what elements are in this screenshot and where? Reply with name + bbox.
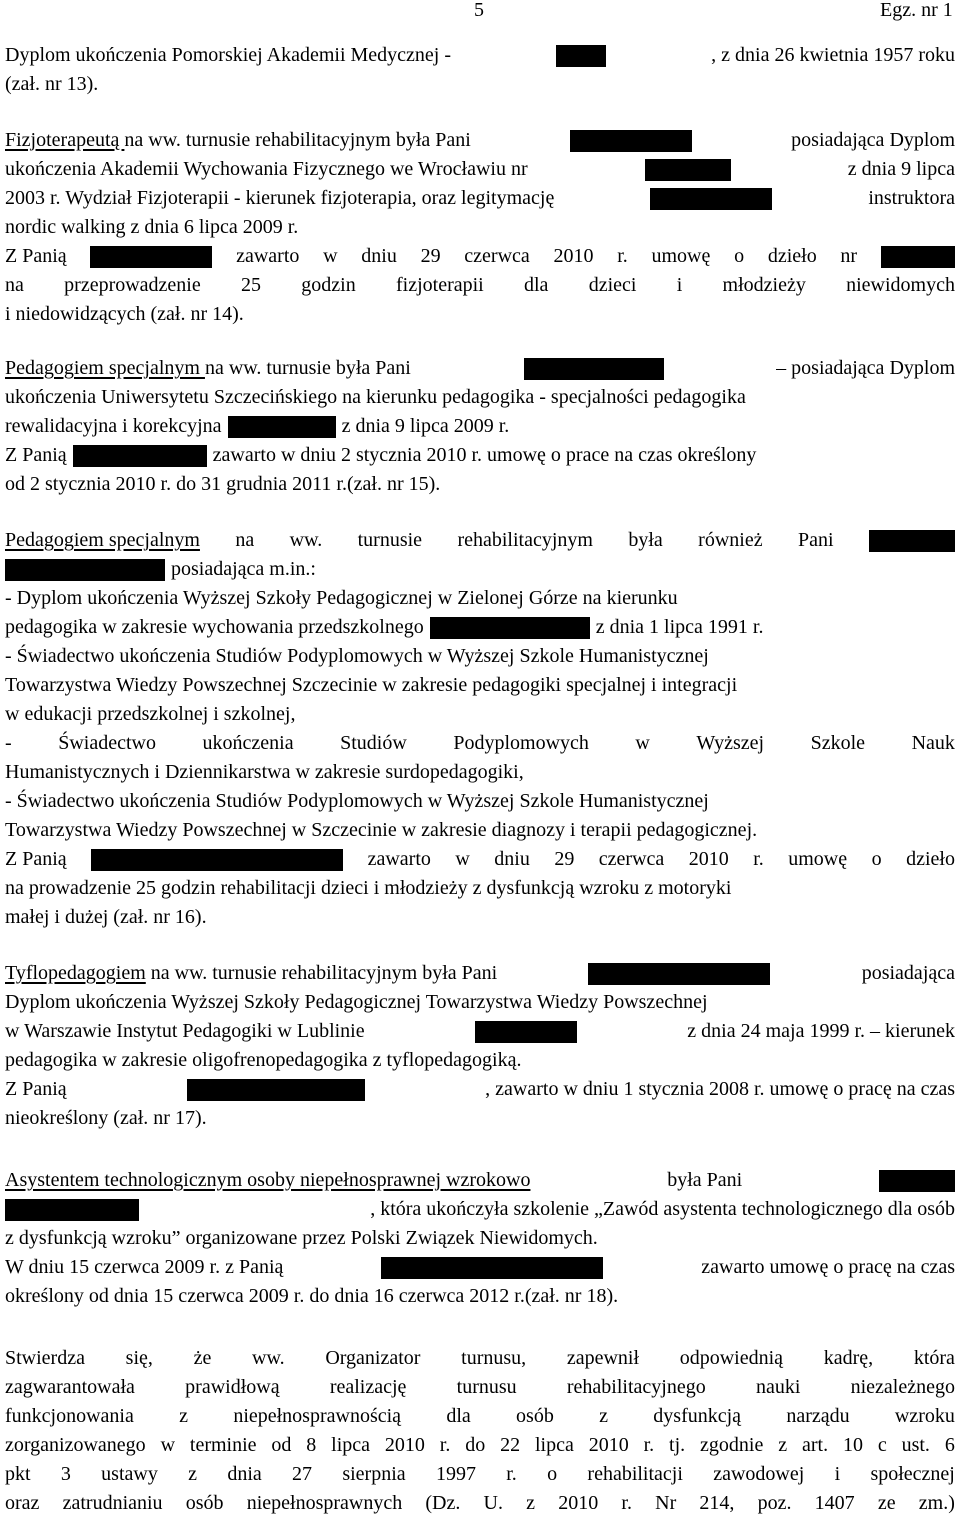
- redaction-block: [556, 45, 606, 67]
- redaction-block: [650, 188, 772, 210]
- redaction-block: [381, 1257, 603, 1279]
- text-line: [5, 1460, 955, 1489]
- word: dla: [446, 1405, 471, 1427]
- redaction-block: [228, 416, 336, 438]
- text-segment: z dnia 1 lipca 1991 r.: [595, 616, 764, 638]
- text-segment: 2010: [688, 848, 729, 870]
- text-segment: z dnia 24 maja 1999 r. – kierunek: [687, 1020, 955, 1042]
- text-segment: i niedowidzących (zał. nr 14).: [5, 303, 244, 325]
- text-segment: ukończenia Uniwersytetu Szczecińskiego na kierunku pedagogika - specjalności pedagogika: [5, 386, 746, 408]
- word: zawodowej: [713, 1463, 805, 1485]
- text-segment: posiadająca: [861, 962, 955, 984]
- word: ustawy: [101, 1463, 158, 1485]
- text-segment: -: [5, 732, 12, 754]
- text-line: [5, 41, 955, 70]
- text-segment: niewidomych: [846, 274, 955, 296]
- text-line: [5, 126, 955, 155]
- word: że: [193, 1347, 212, 1369]
- text-segment: 25: [241, 274, 262, 296]
- section-heading: Pedagogiem specjalnym: [5, 529, 200, 551]
- redaction-block: [588, 963, 770, 985]
- word: narządu: [786, 1405, 850, 1427]
- text-segment: nr: [840, 245, 858, 267]
- text-segment: fizjoterapii: [395, 274, 484, 296]
- section-heading: Asystentem technologicznym osoby niepełnosprawnej wzrokowo: [5, 1169, 531, 1191]
- text-segment: umowę: [788, 848, 848, 870]
- redaction-block: [5, 559, 165, 581]
- text-segment: na prowadzenie 25 godzin rehabilitacji dzieci i młodzieży z dysfunkcją wzroku z motoryki: [5, 877, 732, 899]
- text-line: [5, 1195, 955, 1224]
- text-segment: 2003 r. Wydział Fizjoterapii - kierunek fizjoterapia, oraz legitymację: [5, 187, 555, 209]
- word: funkcjonowania: [5, 1405, 134, 1427]
- word: tj.: [669, 1434, 686, 1456]
- text-segment: dzieło: [767, 245, 817, 267]
- text-line: [5, 1489, 955, 1518]
- text-segment: umowę: [651, 245, 711, 267]
- text-segment: 29: [420, 245, 441, 267]
- text-segment: Dyplom ukończenia Pomorskiej Akademii Medycznej -: [5, 44, 452, 66]
- text-line: [5, 70, 955, 99]
- word: z: [526, 1492, 536, 1514]
- text-segment: ukończenia Akademii Wychowania Fizycznego we Wrocławiu nr: [5, 158, 528, 180]
- word: pkt: [5, 1463, 31, 1485]
- word: 22: [500, 1434, 521, 1456]
- text-segment: 29: [554, 848, 575, 870]
- text-segment: nieokreślony (zał. nr 17).: [5, 1107, 207, 1129]
- text-segment: r.: [753, 848, 764, 870]
- text-line: [5, 184, 955, 213]
- word: prawidłową: [185, 1376, 280, 1398]
- text-segment: czerwca: [598, 848, 665, 870]
- text-segment: również: [698, 529, 763, 551]
- text-line: [5, 354, 955, 383]
- copy-label: Egz. nr 1: [880, 0, 953, 21]
- text-line: [5, 1017, 955, 1046]
- text-segment: na ww. turnusie rehabilitacyjnym była Pani: [145, 962, 498, 984]
- word: i: [834, 1463, 841, 1485]
- text-segment: – posiadająca Dyplom: [776, 357, 955, 379]
- text-line: [5, 1373, 955, 1402]
- word: (Dz.: [425, 1492, 461, 1514]
- redaction-block: [475, 1021, 577, 1043]
- text-segment: dzieci: [588, 274, 637, 296]
- text-line: [5, 700, 955, 729]
- text-segment: na: [235, 529, 255, 551]
- word: terminie: [189, 1434, 257, 1456]
- word: w: [160, 1434, 176, 1456]
- word: od: [271, 1434, 292, 1456]
- text-segment: w: [455, 848, 470, 870]
- text-segment: w: [323, 245, 338, 267]
- text-line: [5, 213, 955, 242]
- text-line: [5, 787, 955, 816]
- text-line: [5, 242, 955, 271]
- word: osób: [185, 1492, 224, 1514]
- word: 2010: [588, 1434, 629, 1456]
- word: 1407: [814, 1492, 855, 1514]
- text-segment: Podyplomowych: [453, 732, 589, 754]
- text-segment: określony od dnia 15 czerwca 2009 r. do dnia 16 czerwca 2012 r.(zał. nr 18).: [5, 1285, 619, 1307]
- word: która: [913, 1347, 955, 1369]
- word: lipca: [534, 1434, 574, 1456]
- text-segment: pedagogika w zakresie wychowania przedszkolnego: [5, 616, 424, 638]
- text-segment: rehabilitacyjnym: [457, 529, 593, 551]
- text-segment: 2010: [553, 245, 594, 267]
- text-segment: była Pani: [667, 1169, 743, 1191]
- word: rehabilitacyjnego: [566, 1376, 706, 1398]
- text-segment: pedagogika w zakresie oligofrenopedagogika z tyflopedagogiką.: [5, 1049, 522, 1071]
- text-segment: Z Panią: [5, 245, 67, 267]
- text-line: [5, 1046, 955, 1075]
- word: zapewnił: [566, 1347, 640, 1369]
- text-line: [5, 1075, 955, 1104]
- word: realizację: [329, 1376, 407, 1398]
- word: dysfunkcją: [653, 1405, 742, 1427]
- text-segment: przeprowadzenie: [64, 274, 201, 296]
- text-segment: , zawarto w dniu 1 stycznia 2008 r. umowę o pracę na czas: [485, 1078, 955, 1100]
- text-line: [5, 903, 955, 932]
- text-segment: nordic walking z dnia 6 lipca 2009 r.: [5, 216, 299, 238]
- word: 27: [292, 1463, 313, 1485]
- text-line: [5, 613, 955, 642]
- text-segment: o: [871, 848, 882, 870]
- word: ww.: [252, 1347, 285, 1369]
- word: 10: [842, 1434, 863, 1456]
- text-line: [5, 1282, 955, 1311]
- text-line: [5, 383, 955, 412]
- word: nauki: [755, 1376, 801, 1398]
- text-segment: z dnia 9 lipca: [847, 158, 955, 180]
- text-line: [5, 758, 955, 787]
- text-segment: na ww. turnusie była Pani: [204, 357, 411, 379]
- text-segment: zawarto umowę o pracę na czas: [701, 1256, 955, 1278]
- section-heading: Pedagogiem specjalnym: [5, 357, 205, 379]
- word: Stwierdza: [5, 1347, 85, 1369]
- word: turnusu,: [461, 1347, 527, 1369]
- text-line: [5, 1431, 955, 1460]
- document-body: [5, 41, 955, 1518]
- redaction-block: [73, 445, 207, 467]
- text-segment: Dyplom ukończenia Wyższej Szkoły Pedagogicznej Towarzystwa Wiedzy Powszechnej: [5, 991, 708, 1013]
- text-line: [5, 959, 955, 988]
- redaction-block: [869, 530, 955, 552]
- word: r.: [439, 1434, 451, 1456]
- text-line: [5, 555, 955, 584]
- text-segment: była: [628, 529, 663, 551]
- text-segment: Towarzystwa Wiedzy Powszechnej w Szczecinie w zakresie diagnozy i terapii pedagogicznej.: [5, 819, 758, 841]
- text-line: [5, 642, 955, 671]
- text-segment: dla: [523, 274, 549, 296]
- word: poz.: [757, 1492, 792, 1514]
- text-line: [5, 470, 955, 499]
- redaction-block: [879, 1170, 955, 1192]
- text-line: [5, 300, 955, 329]
- word: Nr: [655, 1492, 677, 1514]
- redaction-block: [645, 159, 731, 181]
- conclusion-paragraph: [5, 1344, 955, 1518]
- text-segment: turnusie: [357, 529, 423, 551]
- word: rehabilitacji: [587, 1463, 683, 1485]
- section-heading: Tyflopedagogiem: [5, 962, 146, 984]
- word: lipca: [331, 1434, 371, 1456]
- word: Organizator: [325, 1347, 421, 1369]
- text-segment: i: [676, 274, 683, 296]
- text-segment: dzieło: [906, 848, 955, 870]
- text-segment: ukończenia: [202, 732, 294, 754]
- text-line: [5, 874, 955, 903]
- text-line: [5, 816, 955, 845]
- text-segment: - Dyplom ukończenia Wyższej Szkoły Pedagogicznej w Zielonej Górze na kierunku: [5, 587, 678, 609]
- word: zatrudnianiu: [62, 1492, 163, 1514]
- text-line: [5, 155, 955, 184]
- redaction-block: [881, 246, 955, 268]
- word: art.: [801, 1434, 829, 1456]
- text-segment: zawarto: [367, 848, 431, 870]
- word: r.: [506, 1463, 517, 1485]
- section-heading: Fizjoterapeutą: [5, 129, 125, 151]
- redaction-block: [524, 358, 664, 380]
- word: ze: [877, 1492, 896, 1514]
- text-segment: - Świadectwo ukończenia Studiów Podyplomowych w Wyższej Szkole Humanistycznej: [5, 790, 709, 812]
- text-line: [5, 271, 955, 300]
- word: o: [547, 1463, 558, 1485]
- word: 2010: [558, 1492, 599, 1514]
- text-segment: zawarto: [236, 245, 300, 267]
- text-segment: Studiów: [340, 732, 407, 754]
- word: zm.): [918, 1492, 955, 1514]
- text-segment: na ww. turnusie rehabilitacyjnym była Pani: [124, 129, 471, 151]
- word: się,: [125, 1347, 153, 1369]
- text-segment: młodzieży: [722, 274, 806, 296]
- word: r.: [621, 1492, 632, 1514]
- text-segment: Nauk: [911, 732, 955, 754]
- word: zorganizowanego: [5, 1434, 146, 1456]
- text-segment: Szkole: [810, 732, 866, 754]
- word: niezależnego: [850, 1376, 955, 1398]
- text-segment: , z dnia 26 kwietnia 1957 roku: [711, 44, 955, 66]
- text-segment: dniu: [494, 848, 530, 870]
- text-line: [5, 729, 955, 758]
- word: 3: [60, 1463, 71, 1485]
- text-line: [5, 1253, 955, 1282]
- text-segment: Towarzystwa Wiedzy Powszechnej Szczecinie w zakresie pedagogiki specjalnej i integracji: [5, 674, 738, 696]
- text-segment: na: [5, 274, 24, 296]
- text-segment: posiadająca m.in.:: [171, 558, 316, 580]
- text-segment: rewalidacyjna i korekcyjna: [5, 415, 222, 437]
- text-segment: w: [635, 732, 650, 754]
- word: niepełnosprawnych: [246, 1492, 403, 1514]
- redaction-block: [430, 617, 590, 639]
- text-segment: W dniu 15 czerwca 2009 r. z Panią: [5, 1256, 284, 1278]
- text-segment: z dnia 9 lipca 2009 r.: [341, 415, 510, 437]
- text-line: [5, 1402, 955, 1431]
- text-segment: zawarto w dniu 2 stycznia 2010 r. umowę o prace na czas określony: [212, 444, 757, 466]
- word: turnusu: [456, 1376, 517, 1398]
- text-segment: - Świadectwo ukończenia Studiów Podyplomowych w Wyższej Szkole Humanistycznej: [5, 645, 709, 667]
- text-segment: , która ukończyła szkolenie „Zawód asystenta technologicznego dla osób: [370, 1198, 955, 1220]
- word: z: [778, 1434, 788, 1456]
- text-line: [5, 988, 955, 1017]
- word: U.: [483, 1492, 503, 1514]
- word: oraz: [5, 1492, 40, 1514]
- word: c: [877, 1434, 887, 1456]
- text-segment: godzin: [301, 274, 356, 296]
- word: wzroku: [894, 1405, 955, 1427]
- text-segment: Z Panią: [5, 1078, 67, 1100]
- text-segment: od 2 stycznia 2010 r. do 31 grudnia 2011 r.(zał. nr 15).: [5, 473, 441, 495]
- word: 1997: [435, 1463, 476, 1485]
- text-segment: Humanistycznych i Dziennikarstwa w zakresie surdopedagogiki,: [5, 761, 524, 783]
- page-number: 5: [474, 0, 484, 21]
- text-segment: r.: [617, 245, 628, 267]
- text-segment: czerwca: [464, 245, 530, 267]
- text-segment: ww.: [289, 529, 323, 551]
- word: osób: [516, 1405, 554, 1427]
- word: ust.: [901, 1434, 930, 1456]
- word: z: [179, 1405, 189, 1427]
- word: sierpnia: [342, 1463, 406, 1485]
- text-segment: instruktora: [868, 187, 955, 209]
- text-line: [5, 584, 955, 613]
- text-segment: Wyższej: [696, 732, 765, 754]
- word: 8: [306, 1434, 317, 1456]
- redaction-block: [570, 130, 692, 152]
- text-segment: Pani: [797, 529, 834, 551]
- text-segment: Z Panią: [5, 444, 67, 466]
- text-segment: o: [734, 245, 745, 267]
- redaction-block: [5, 1199, 139, 1221]
- word: 2010: [384, 1434, 425, 1456]
- word: zgodnie: [700, 1434, 764, 1456]
- text-line: [5, 671, 955, 700]
- text-line: [5, 845, 955, 874]
- word: r.: [643, 1434, 655, 1456]
- text-line: [5, 441, 955, 470]
- text-segment: dniu: [361, 245, 397, 267]
- text-segment: posiadająca Dyplom: [791, 129, 955, 151]
- word: kadrę,: [823, 1347, 874, 1369]
- text-segment: Świadectwo: [58, 732, 156, 754]
- text-line: [5, 1104, 955, 1133]
- redaction-block: [187, 1079, 365, 1101]
- word: niepełnosprawnością: [233, 1405, 402, 1427]
- redaction-block: [90, 246, 212, 268]
- word: 6: [944, 1434, 955, 1456]
- text-segment: (zał. nr 13).: [5, 73, 99, 95]
- word: odpowiednią: [679, 1347, 784, 1369]
- text-segment: małej i dużej (zał. nr 16).: [5, 906, 207, 928]
- text-line: [5, 1224, 955, 1253]
- word: z: [188, 1463, 198, 1485]
- word: 214,: [699, 1492, 735, 1514]
- text-segment: w Warszawie Instytut Pedagogiki w Lublinie: [5, 1020, 365, 1042]
- text-segment: w edukacji przedszkolnej i szkolnej,: [5, 703, 296, 725]
- text-line: [5, 1344, 955, 1373]
- redaction-block: [91, 849, 343, 871]
- text-line: [5, 1166, 955, 1195]
- word: dnia: [227, 1463, 262, 1485]
- text-segment: Z Panią: [5, 848, 67, 870]
- word: społecznej: [870, 1463, 955, 1485]
- text-segment: z dysfunkcją wzroku” organizowane przez Polski Związek Niewidomych.: [5, 1227, 598, 1249]
- word: do: [465, 1434, 486, 1456]
- word: zagwarantowała: [5, 1376, 135, 1398]
- text-line: [5, 412, 955, 441]
- word: z: [599, 1405, 609, 1427]
- text-line: [5, 526, 955, 555]
